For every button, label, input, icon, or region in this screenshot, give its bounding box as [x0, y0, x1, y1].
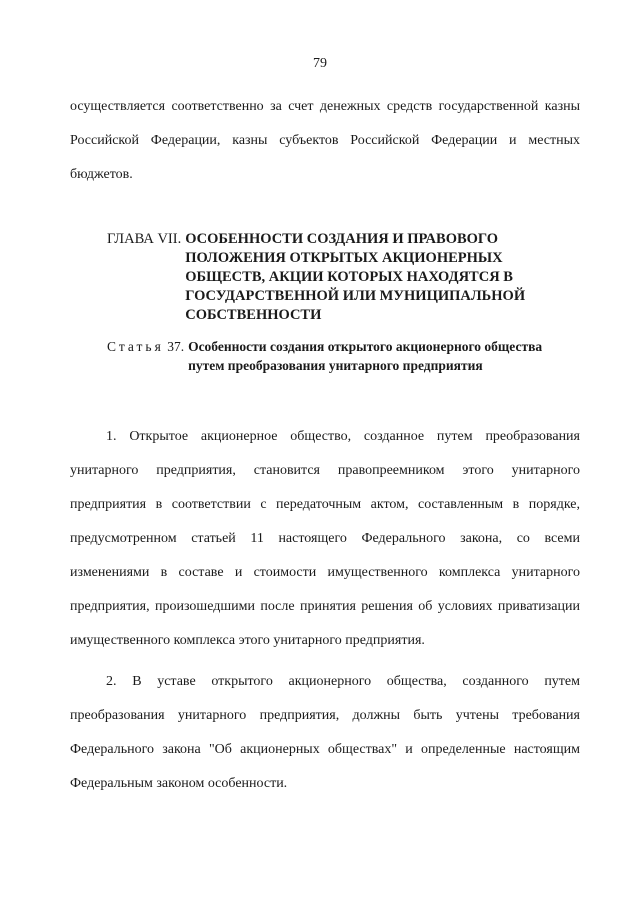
article-label-word: Статья: [107, 339, 164, 354]
article-label-number: 37.: [167, 339, 185, 354]
article-label: [107, 337, 188, 375]
intro-paragraph: осуществляется соответственно за счет денежных средств государственной казны Российской Федерации, казны субъектов Российской Федерации и местных бюджетов.: [70, 99, 580, 182]
page-number: 79: [313, 56, 327, 71]
chapter-title: ОСОБЕННОСТИ СОЗДАНИЯ И ПРАВОВОГО ПОЛОЖЕНИЯ ОТКРЫТЫХ АКЦИОНЕРНЫХ ОБЩЕСТВ, АКЦИИ КОТОРЫХ НАХОДЯТСЯ В ГОСУДАРСТВЕННОЙ ИЛИ МУНИЦИПАЛЬНОЙ СОБСТВЕННОСТИ: [185, 231, 526, 323]
article-title: Особенности создания открытого акционерного общества путем преобразования унитарного предприятия: [188, 339, 543, 373]
paragraph-1: 1. Открытое акционерное общество, созданное путем преобразования унитарного предприятия, становится правопреемником этого унитарного предприятия в соответствии с передаточным актом, составленным в порядке, предусмотренном статьей 11 настоящего Федерального закона, со всеми изменениями в составе и стоимости имущественного комплекса унитарного предприятия, произошедшими после принятия решения об условиях приватизации имущественного комплекса этого унитарного предприятия.: [70, 429, 580, 648]
chapter-heading: [107, 230, 577, 325]
article-heading: [107, 337, 567, 375]
chapter-label: ГЛАВА VII.: [107, 231, 182, 247]
paragraph-2: 2. В уставе открытого акционерного общества, созданного путем преобразования унитарного предприятия, должны быть учтены требования Федерального закона "Об акционерных обществах" и определенные настоящим Федеральным законом особенности.: [70, 674, 580, 791]
